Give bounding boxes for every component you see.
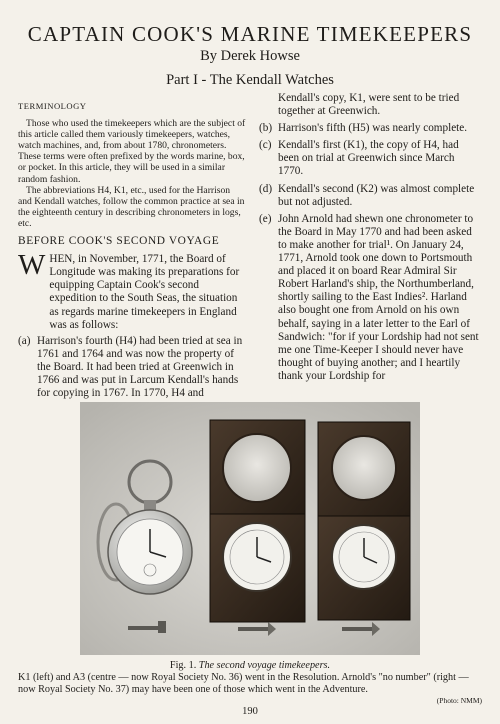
figure-title: The second voyage timekeepers.	[198, 660, 331, 671]
terminology-paragraph-1: Those who used the timekeepers which are the subject of this article called them variously timekeepers, watches, watch machines, and, from about 1780, chronometers. These terms were often prefixed by the words marine, box, or pocket. In this article, they will be used in a similar random fashion.	[18, 118, 246, 185]
list-item-text: Harrison's fourth (H4) had been tried at sea in 1761 and 1764 and was now the property of the Board. It had been tried at Greenwich in 1766 and was put in Larcum Kendall's hands for copying in 1767. In 1770, H4 and	[37, 334, 243, 400]
list-item-d	[259, 183, 481, 209]
terminology-paragraph-2: The abbreviations H4, K1, etc., used for the Harrison and Kendall watches, follow the common practice at sea in the eighteenth century in describing chronometers in logs, etc.	[18, 184, 245, 229]
list-item-text: Kendall's second (K2) was almost complete but not adjusted.	[278, 182, 475, 208]
list-item-label: (e)	[259, 212, 272, 225]
arnold-box-chronometer	[318, 422, 410, 620]
terminology-heading: TERMINOLOGY	[18, 101, 87, 111]
figure-title-line	[18, 660, 482, 672]
intro-text: HEN, in November, 1771, the Board of Longitude was making its preparations for equipping Captain Cook's second expedition to the South Seas, the situation as regards marine timekeepers in England was as follows:	[49, 253, 240, 331]
figure-caption	[18, 660, 482, 705]
list-item-label: (a)	[18, 334, 31, 347]
photo-credit: (Photo: NMM)	[436, 696, 482, 705]
list-item-text: Kendall's first (K1), the copy of H4, had been on trial at Greenwich since March 1770.	[278, 139, 459, 178]
figure-label: Fig. 1.	[169, 660, 197, 671]
timekeepers-photograph	[80, 402, 420, 655]
a3-box-chronometer	[210, 420, 305, 622]
intro-paragraph	[18, 249, 246, 332]
list-item-e	[259, 213, 481, 383]
list-item-a-continued: Kendall's copy, K1, were sent to be tried together at Greenwich.	[278, 92, 460, 118]
list-item-text: Harrison's fifth (H5) was nearly complete.	[278, 122, 468, 135]
list-item-label: (d)	[259, 182, 273, 195]
section-heading: BEFORE COOK'S SECOND VOYAGE	[18, 235, 220, 248]
photograph-drawing	[80, 402, 420, 655]
right-column	[259, 92, 481, 383]
article-title: CAPTAIN COOK'S MARINE TIMEKEEPERS	[27, 22, 473, 46]
list-item-c	[259, 139, 481, 178]
figure-description: K1 (left) and A3 (centre — now Royal Society No. 36) went in the Resolution. Arnold's "no number" (right — now Royal Society No. 37) may have been one of those which went in the Adventure.	[18, 672, 469, 695]
list-item-text: John Arnold had shewn one chronometer to the Board in May 1770 and had been asked to make another for trial¹. On January 24, 1771, Arnold took one down to Portsmouth and placed it on board Rear Admiral Sir Robert Harland's ship, the Northumberland, shortly sailing to the East Indies². Harland also bought one from Arnold on his own behalf, saying in a later letter to the Earl of Sandwich: "for if your Lordship had not sent me one Time-Keeper I should never have thought of buying another; and I heartily thank your Lordship for	[278, 212, 479, 382]
list-item-label: (c)	[259, 139, 272, 152]
left-column	[18, 100, 246, 400]
list-item-b	[259, 122, 481, 135]
author-line: By Derek Howse	[200, 48, 300, 64]
list-item-a	[18, 335, 246, 400]
part-heading: Part I - The Kendall Watches	[166, 72, 334, 88]
page-number: 190	[242, 706, 258, 717]
drop-cap: W	[18, 249, 46, 282]
list-item-label: (b)	[259, 122, 273, 135]
